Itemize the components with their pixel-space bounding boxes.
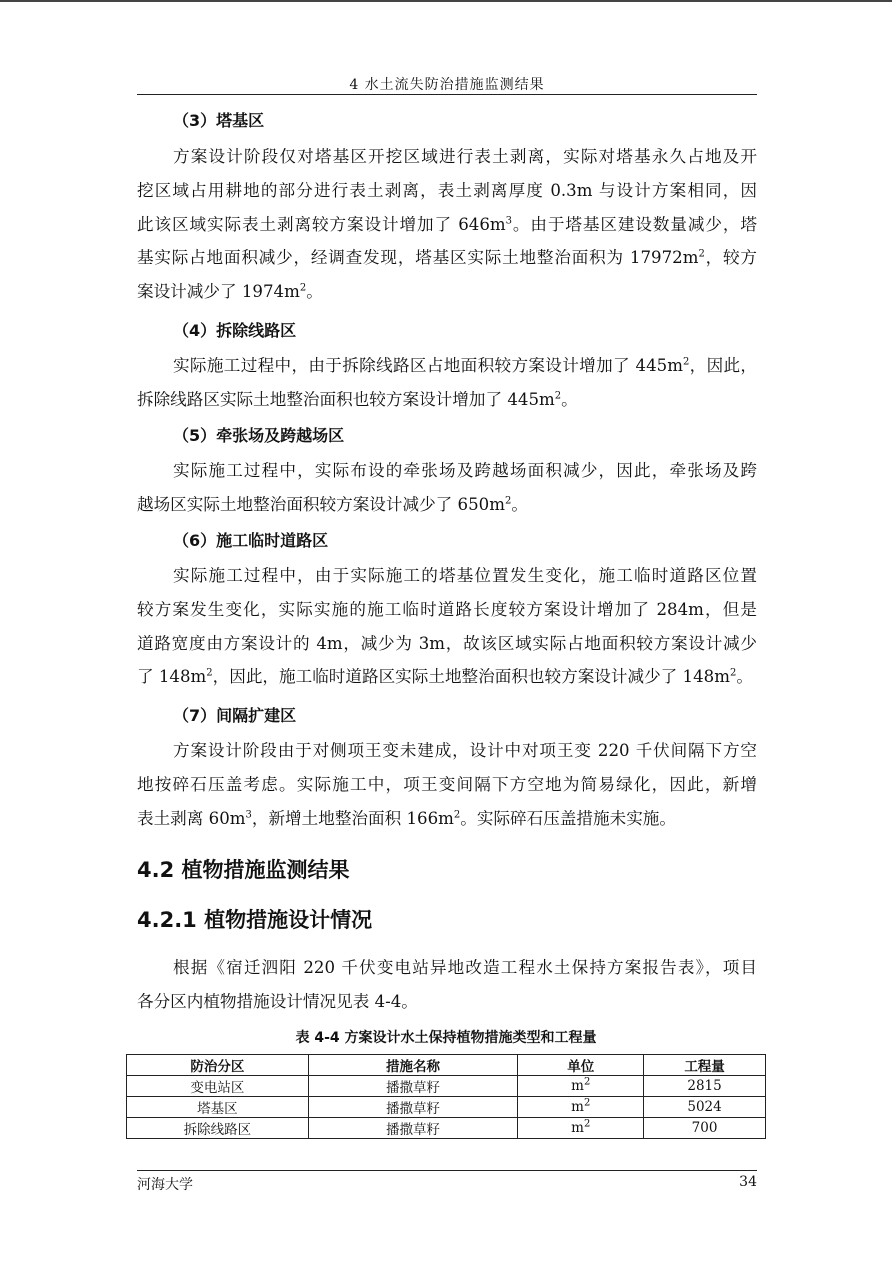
- heading-section-6: （6）施工临时道路区: [173, 531, 329, 550]
- footer-institution: 河海大学: [137, 1177, 193, 1193]
- heading-section-4: （4）拆除线路区: [173, 321, 297, 340]
- paragraph-section-7: [137, 734, 757, 835]
- table-cell: 拆除线路区: [127, 1118, 309, 1139]
- text-line: 较方案发生变化，实际实施的施工临时道路长度较方案设计增加了 284m，但是: [137, 599, 757, 619]
- text-line: 方案设计阶段由于对侧项王变未建成，设计中对项王变 220 千伏间隔下方空: [173, 741, 757, 760]
- paragraph-intro: [137, 951, 757, 1019]
- table-cell: $m^2$: [518, 1097, 644, 1118]
- text-line: 实际施工过程中，由于实际施工的塔基位置发生变化，施工临时道路区位置: [173, 566, 757, 585]
- text-line: 地按碎石压盖考虑。实际施工中，项王变间隔下方空地为简易绿化，因此，新增: [137, 774, 757, 794]
- table-cell: 变电站区: [127, 1076, 309, 1097]
- text-line: 方案设计阶段仅对塔基区开挖区域进行表土剥离，实际对塔基永久占地及开: [173, 147, 757, 166]
- table-row: [127, 1118, 766, 1139]
- table-cell: 播撒草籽: [308, 1118, 518, 1139]
- table-cell: $m^2$: [518, 1118, 644, 1139]
- text-line: 案设计减少了 $1974m^2$。: [137, 282, 323, 302]
- column-header: 措施名称: [308, 1055, 518, 1076]
- heading-section-5: （5）牵张场及跨越场区: [173, 426, 345, 445]
- running-header: 4 水土流失防治措施监测结果: [349, 77, 545, 93]
- text-line: 各分区内植物措施设计情况见表 4-4。: [137, 991, 418, 1011]
- paragraph-section-6: [137, 559, 757, 694]
- paragraph-section-5: [137, 454, 757, 522]
- column-header: 单位: [518, 1055, 644, 1076]
- text-line: 实际施工过程中，由于拆除线路区占地面积较方案设计增加了 $445m^2$，因此，: [173, 356, 758, 375]
- table-cell: 700: [644, 1118, 766, 1139]
- text-line: 挖区域占用耕地的部分进行表土剥离，表土剥离厚度 0.3m 与设计方案相同，因: [137, 180, 757, 200]
- table-caption: 表 4-4 方案设计水土保持植物措施类型和工程量: [295, 1030, 597, 1046]
- column-header: 工程量: [644, 1055, 766, 1076]
- table-cell: 5024: [644, 1097, 766, 1118]
- table-cell: $m^2$: [518, 1076, 644, 1097]
- paragraph-section-3: [137, 140, 757, 309]
- text-line: 根据《宿迁泗阳 220 千伏变电站异地改造工程水土保持方案报告表》，项目: [173, 958, 757, 977]
- text-line: 了 $148m^2$，因此，施工临时道路区实际土地整治面积也较方案设计减少了 $148m^2$。: [137, 667, 753, 687]
- text-line: 越场区实际土地整治面积较方案设计减少了 $650m^2$。: [137, 494, 528, 514]
- table-header-row: [127, 1055, 766, 1076]
- heading-section-7: （7）间隔扩建区: [173, 706, 297, 725]
- table-cell: 播撒草籽: [308, 1097, 518, 1118]
- text-line: 表土剥离 $60m^3$，新增土地整治面积 $166m^2$。实际碎石压盖措施未实施。: [137, 808, 676, 828]
- footer-rule: [137, 1170, 757, 1171]
- table-row: [127, 1076, 766, 1097]
- column-header: 防治分区: [127, 1055, 309, 1076]
- heading-4-2-1: 4.2.1 植物措施设计情况: [137, 908, 373, 932]
- table-row: [127, 1097, 766, 1118]
- table-cell: 塔基区: [127, 1097, 309, 1118]
- paragraph-section-4: [137, 349, 757, 417]
- text-line: 道路宽度由方案设计的 4m，减少为 3m，故该区域实际占地面积较方案设计减少: [137, 633, 757, 653]
- page-number: 34: [739, 1174, 757, 1190]
- text-line: 基实际占地面积减少，经调查发现，塔基区实际土地整治面积为 $17972m^2$，较方: [137, 248, 758, 268]
- heading-section-3: （3）塔基区: [173, 111, 265, 130]
- text-line: 拆除线路区实际土地整治面积也较方案设计增加了 $445m^2$。: [137, 389, 578, 409]
- header-rule: [137, 94, 757, 95]
- text-line: 实际施工过程中，实际布设的牵张场及跨越场面积减少，因此，牵张场及跨: [173, 461, 757, 480]
- text-line: 此该区域实际表土剥离较方案设计增加了 $646m^3$。由于塔基区建设数量减少，塔: [137, 214, 757, 234]
- heading-4-2: 4.2 植物措施监测结果: [137, 858, 350, 882]
- measures-table: [126, 1054, 766, 1139]
- table-cell: 2815: [644, 1076, 766, 1097]
- top-border: [0, 0, 892, 2]
- table-cell: 播撒草籽: [308, 1076, 518, 1097]
